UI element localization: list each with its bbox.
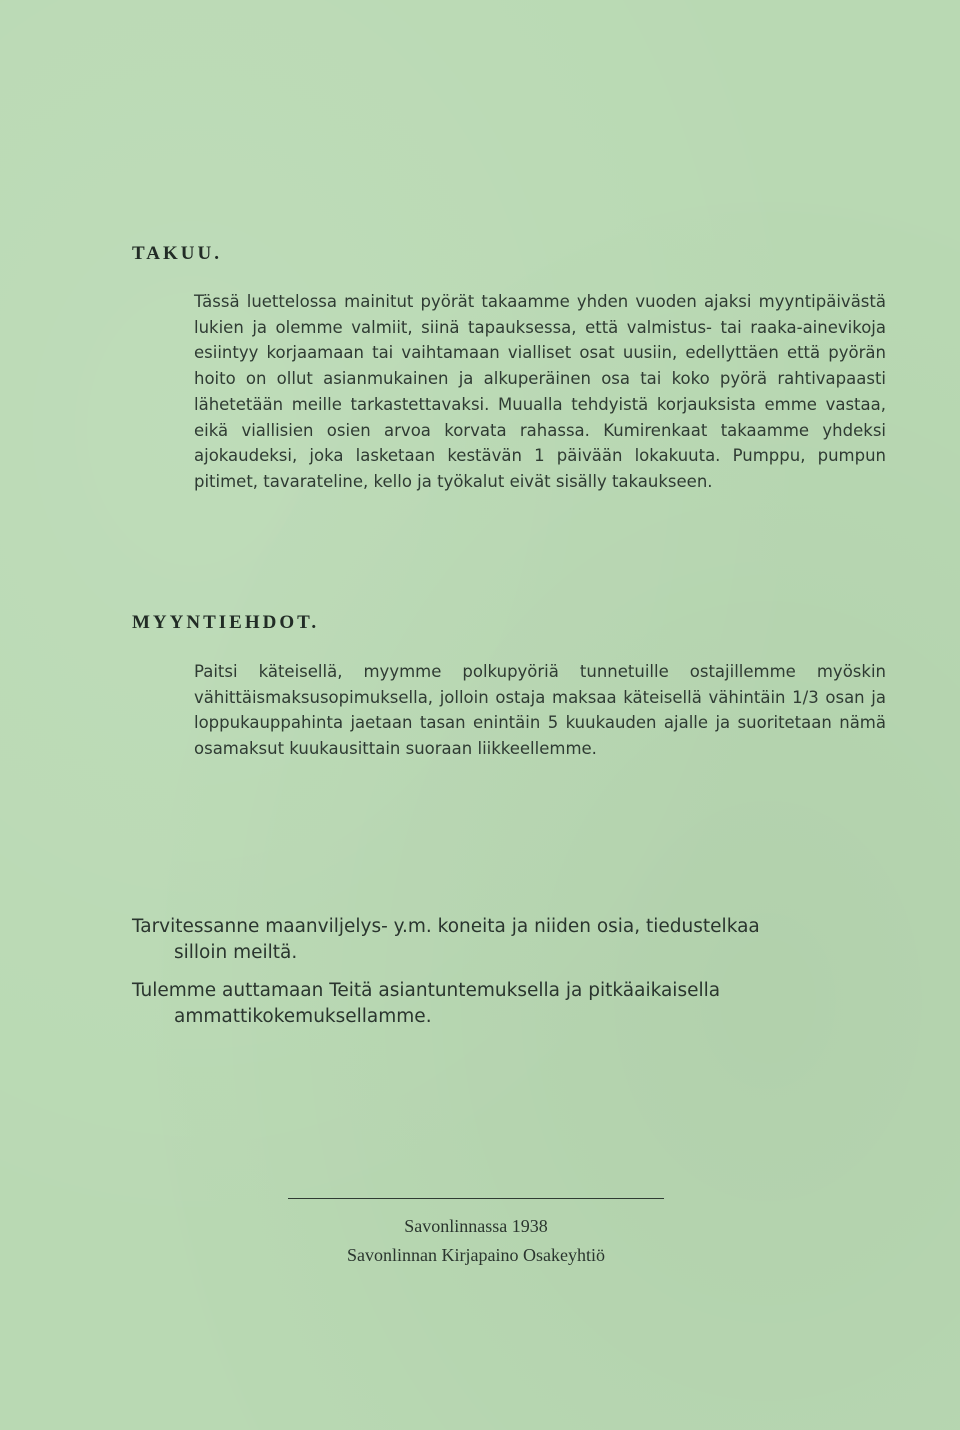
takuu-paragraph: Tässä luettelossa mainitut pyörät takaamme yhden vuoden ajaksi myyntipäivästä lukien ja olemme valmiit, siinä tapauksessa, että valmistus- tai raaka-ainevikoja esiintyy korjaamaan tai vaihtamaan vialliset osat uusiin, edellyttäen että pyörän hoito on ollut asianmukainen ja alkuperäinen osa tai koko pyörä rahtivapaasti lähetetään meille tarkastettavaksi. Muualla tehdyistä korjauksista emme vastaa, eikä viallisien osien arvoa korvata rahassa. Kumirenkaat takaamme yhdeksi ajokaudeksi, joka lasketaan kestävän 1 päivään lokakuuta. Pumppu, pumpun pitimet, tavarateline, kello ja työkalut eivät sisälly takaukseen. bbox=[194, 292, 886, 491]
machines-notice-line1: Tarvitessanne maanviljelys- y.m. koneita ja niiden osia, tiedustelkaa bbox=[132, 916, 760, 937]
myyntiehdot-heading: MYYNTIEHDOT. bbox=[132, 612, 320, 633]
help-notice bbox=[132, 978, 884, 1030]
takuu-heading: TAKUU. bbox=[132, 243, 222, 264]
machines-notice bbox=[132, 914, 884, 966]
imprint-place-year: Savonlinnassa 1938 bbox=[404, 1216, 548, 1236]
imprint bbox=[288, 1212, 664, 1270]
imprint-printer: Savonlinnan Kirjapaino Osakeyhtiö bbox=[347, 1245, 605, 1265]
machines-notice-line2: silloin meiltä. bbox=[174, 942, 298, 963]
help-notice-line2: ammattikokemuksellamme. bbox=[174, 1006, 432, 1027]
help-notice-line1: Tulemme auttamaan Teitä asiantuntemuksella ja pitkäaikaisella bbox=[132, 980, 721, 1001]
imprint-divider bbox=[288, 1198, 664, 1199]
myyntiehdot-paragraph: Paitsi käteisellä, myymme polkupyöriä tunnetuille ostajillemme myöskin vähittäismaksusopimuksella, jolloin ostaja maksaa käteisellä vähintäin 1/3 osan ja loppukauppahinta jaetaan tasan enintäin 5 kuukauden ajalle ja suoritetaan nämä osamaksut kuukausittain suoraan liikkeellemme. bbox=[194, 662, 886, 759]
